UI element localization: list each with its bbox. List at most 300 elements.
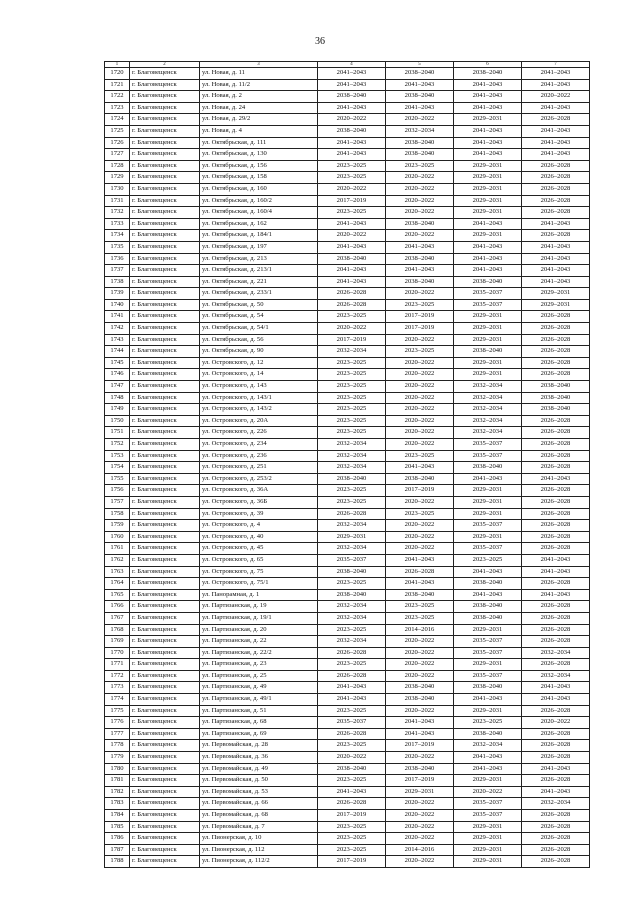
period-col-7: 2041–2043 [522,554,590,566]
table-row [105,589,590,601]
period-col-5: 2020–2022 [386,172,454,184]
period-col-7: 2026–2028 [522,230,590,242]
period-col-5: 2020–2022 [386,230,454,242]
table-row [105,694,590,706]
address: ул. Октябрьская, д. 90 [200,346,318,358]
period-col-6: 2029–2031 [454,624,522,636]
row-number: 1778 [105,740,130,752]
city: г. Благовещенск [130,207,200,219]
address: ул. Партизанская, д. 19/1 [200,612,318,624]
row-number: 1754 [105,462,130,474]
period-col-6: 2029–2031 [454,311,522,323]
period-col-5: 2026–2028 [386,566,454,578]
address: ул. Новая, д. 29/2 [200,114,318,126]
period-col-7: 2026–2028 [522,775,590,787]
table-row [105,253,590,265]
period-col-7: 2026–2028 [522,462,590,474]
period-col-5: 2023–2025 [386,601,454,613]
period-col-7: 2026–2028 [522,821,590,833]
row-number: 1785 [105,821,130,833]
row-number: 1772 [105,670,130,682]
address: ул. Новая, д. 4 [200,125,318,137]
period-col-6: 2029–2031 [454,207,522,219]
city: г. Благовещенск [130,485,200,497]
period-col-6: 2038–2040 [454,728,522,740]
period-col-5: 2041–2043 [386,578,454,590]
table-row [105,752,590,764]
row-number: 1720 [105,68,130,80]
city: г. Благовещенск [130,728,200,740]
period-col-7: 2041–2043 [522,589,590,601]
period-col-6: 2029–2031 [454,323,522,335]
period-col-6: 2029–2031 [454,195,522,207]
period-col-7: 2032–2034 [522,670,590,682]
city: г. Благовещенск [130,299,200,311]
city: г. Благовещенск [130,183,200,195]
row-number: 1734 [105,230,130,242]
city: г. Благовещенск [130,740,200,752]
row-number: 1762 [105,554,130,566]
period-col-5: 2038–2040 [386,473,454,485]
period-col-7: 2041–2043 [522,763,590,775]
row-number: 1721 [105,79,130,91]
city: г. Благовещенск [130,705,200,717]
period-col-7: 2026–2028 [522,346,590,358]
address: ул. Островского, д. 75/1 [200,578,318,590]
period-col-5: 2020–2022 [386,543,454,555]
city: г. Благовещенск [130,798,200,810]
period-col-7: 2026–2028 [522,323,590,335]
period-col-5: 2038–2040 [386,91,454,103]
period-col-4: 2017–2019 [318,856,386,868]
city: г. Благовещенск [130,578,200,590]
row-number: 1777 [105,728,130,740]
period-col-4: 2026–2028 [318,288,386,300]
period-col-4: 2026–2028 [318,508,386,520]
table-row [105,230,590,242]
period-col-6: 2029–2031 [454,844,522,856]
address: ул. Партизанская, д. 19 [200,601,318,613]
period-col-5: 2017–2019 [386,485,454,497]
city: г. Благовещенск [130,79,200,91]
table-row [105,323,590,335]
row-number: 1753 [105,450,130,462]
period-col-5: 2020–2022 [386,659,454,671]
period-col-7: 2038–2040 [522,392,590,404]
row-number: 1771 [105,659,130,671]
table-row [105,149,590,161]
period-col-5: 2017–2019 [386,740,454,752]
table-row [105,276,590,288]
period-col-7: 2041–2043 [522,79,590,91]
period-col-5: 2020–2022 [386,496,454,508]
table-row [105,659,590,671]
row-number: 1756 [105,485,130,497]
period-col-6: 2029–2031 [454,334,522,346]
row-number: 1727 [105,149,130,161]
address: ул. Островского, д. 251 [200,462,318,474]
row-number: 1784 [105,810,130,822]
column-number: 4 [318,62,386,68]
period-col-7: 2029–2031 [522,288,590,300]
table-row [105,566,590,578]
period-col-4: 2023–2025 [318,833,386,845]
column-number: 5 [386,62,454,68]
period-col-4: 2041–2043 [318,265,386,277]
period-col-7: 2026–2028 [522,496,590,508]
address: ул. Новая, д. 2 [200,91,318,103]
address: ул. Октябрьская, д. 160/4 [200,207,318,219]
row-number: 1786 [105,833,130,845]
table-row [105,392,590,404]
period-col-7: 2041–2043 [522,68,590,80]
row-number: 1730 [105,183,130,195]
period-col-5: 2020–2022 [386,357,454,369]
city: г. Благовещенск [130,369,200,381]
period-col-7: 2026–2028 [522,369,590,381]
period-col-5: 2038–2040 [386,694,454,706]
column-number: 6 [454,62,522,68]
period-col-5: 2041–2043 [386,241,454,253]
period-col-5: 2038–2040 [386,137,454,149]
table-row [105,670,590,682]
city: г. Благовещенск [130,624,200,636]
period-col-7: 2026–2028 [522,508,590,520]
table-row [105,299,590,311]
table-row [105,786,590,798]
address: ул. Островского, д. 40 [200,531,318,543]
period-col-4: 2038–2040 [318,253,386,265]
period-col-7: 2026–2028 [522,612,590,624]
row-number: 1722 [105,91,130,103]
table-row [105,334,590,346]
period-col-5: 2038–2040 [386,68,454,80]
period-col-7: 2038–2040 [522,381,590,393]
period-col-4: 2017–2019 [318,195,386,207]
period-col-7: 2041–2043 [522,241,590,253]
address: ул. Островского, д. 20А [200,415,318,427]
period-col-4: 2041–2043 [318,79,386,91]
period-col-6: 2029–2031 [454,705,522,717]
address: ул. Островского, д. 226 [200,427,318,439]
row-number: 1759 [105,520,130,532]
table-row [105,381,590,393]
row-number: 1740 [105,299,130,311]
table-row [105,821,590,833]
address: ул. Первомайская, д. 50 [200,775,318,787]
city: г. Благовещенск [130,195,200,207]
table-row [105,798,590,810]
period-col-6: 2041–2043 [454,79,522,91]
table-row [105,183,590,195]
row-number: 1781 [105,775,130,787]
address: ул. Октябрьская, д. 56 [200,334,318,346]
city: г. Благовещенск [130,589,200,601]
city: г. Благовещенск [130,427,200,439]
period-col-4: 2023–2025 [318,392,386,404]
period-col-4: 2023–2025 [318,369,386,381]
period-col-7: 2026–2028 [522,659,590,671]
period-col-4: 2020–2022 [318,323,386,335]
period-col-7: 2041–2043 [522,566,590,578]
table-row [105,241,590,253]
city: г. Благовещенск [130,415,200,427]
period-col-7: 2026–2028 [522,172,590,184]
address: ул. Новая, д. 24 [200,102,318,114]
city: г. Благовещенск [130,404,200,416]
address: ул. Островского, д. 14 [200,369,318,381]
period-col-4: 2026–2028 [318,647,386,659]
column-number: 1 [105,62,130,68]
row-number: 1774 [105,694,130,706]
period-col-7: 2041–2043 [522,102,590,114]
row-number: 1747 [105,381,130,393]
period-col-4: 2017–2019 [318,810,386,822]
period-col-6: 2029–2031 [454,496,522,508]
table-row [105,68,590,80]
period-col-7: 2041–2043 [522,149,590,161]
period-col-4: 2029–2031 [318,531,386,543]
row-number: 1770 [105,647,130,659]
column-number: 7 [522,62,590,68]
row-number: 1743 [105,334,130,346]
table-row [105,137,590,149]
city: г. Благовещенск [130,218,200,230]
period-col-4: 2041–2043 [318,102,386,114]
period-col-4: 2020–2022 [318,183,386,195]
period-col-7: 2041–2043 [522,137,590,149]
period-col-5: 2020–2022 [386,207,454,219]
period-col-7: 2026–2028 [522,844,590,856]
period-col-6: 2041–2043 [454,694,522,706]
housing-schedule-table [104,61,590,868]
table-row [105,763,590,775]
period-col-6: 2038–2040 [454,612,522,624]
address: ул. Островского, д. 36А [200,485,318,497]
period-col-6: 2029–2031 [454,531,522,543]
row-number: 1731 [105,195,130,207]
table-row [105,531,590,543]
address: ул. Новая, д. 11 [200,68,318,80]
period-col-5: 2017–2019 [386,311,454,323]
period-col-6: 2035–2037 [454,288,522,300]
address: ул. Островского, д. 253/2 [200,473,318,485]
page-number: 36 [315,36,325,47]
row-number: 1739 [105,288,130,300]
address: ул. Партизанская, д. 22 [200,636,318,648]
period-col-4: 2023–2025 [318,357,386,369]
address: ул. Островского, д. 36Б [200,496,318,508]
address: ул. Первомайская, д. 66 [200,798,318,810]
period-col-4: 2032–2034 [318,346,386,358]
period-col-7: 2026–2028 [522,740,590,752]
period-col-4: 2023–2025 [318,311,386,323]
period-col-5: 2020–2022 [386,821,454,833]
period-col-6: 2041–2043 [454,763,522,775]
period-col-5: 2020–2022 [386,195,454,207]
row-number: 1729 [105,172,130,184]
table-row [105,485,590,497]
table-row [105,160,590,172]
period-col-6: 2041–2043 [454,265,522,277]
row-number: 1733 [105,218,130,230]
table-row [105,810,590,822]
row-number: 1749 [105,404,130,416]
period-col-5: 2041–2043 [386,554,454,566]
period-col-7: 2020–2022 [522,717,590,729]
period-col-4: 2041–2043 [318,241,386,253]
period-col-5: 2020–2022 [386,369,454,381]
address: ул. Островского, д. 4 [200,520,318,532]
period-col-7: 2026–2028 [522,833,590,845]
city: г. Благовещенск [130,554,200,566]
table-row [105,833,590,845]
address: ул. Островского, д. 143/2 [200,404,318,416]
period-col-7: 2041–2043 [522,694,590,706]
period-col-4: 2041–2043 [318,149,386,161]
address: ул. Островского, д. 45 [200,543,318,555]
period-col-7: 2026–2028 [522,357,590,369]
period-col-7: 2026–2028 [522,543,590,555]
city: г. Благовещенск [130,439,200,451]
table-row [105,624,590,636]
row-number: 1763 [105,566,130,578]
address: ул. Первомайская, д. 53 [200,786,318,798]
city: г. Благовещенск [130,462,200,474]
address: ул. Октябрьская, д. 50 [200,299,318,311]
period-col-5: 2038–2040 [386,276,454,288]
column-number: 2 [130,62,200,68]
period-col-6: 2023–2025 [454,554,522,566]
period-col-6: 2035–2037 [454,543,522,555]
period-col-4: 2041–2043 [318,218,386,230]
period-col-7: 2041–2043 [522,786,590,798]
city: г. Благовещенск [130,775,200,787]
row-number: 1783 [105,798,130,810]
period-col-7: 2032–2034 [522,647,590,659]
period-col-6: 2032–2034 [454,740,522,752]
period-col-6: 2041–2043 [454,137,522,149]
period-col-4: 2035–2037 [318,717,386,729]
address: ул. Октябрьская, д. 162 [200,218,318,230]
address: ул. Октябрьская, д. 111 [200,137,318,149]
table-row [105,647,590,659]
period-col-5: 2020–2022 [386,670,454,682]
city: г. Благовещенск [130,566,200,578]
period-col-4: 2032–2034 [318,462,386,474]
row-number: 1726 [105,137,130,149]
period-col-6: 2035–2037 [454,520,522,532]
table-row [105,439,590,451]
city: г. Благовещенск [130,381,200,393]
address: ул. Октябрьская, д. 130 [200,149,318,161]
table-row [105,357,590,369]
period-col-4: 2032–2034 [318,439,386,451]
table-row [105,601,590,613]
period-col-5: 2041–2043 [386,79,454,91]
table-row [105,508,590,520]
row-number: 1746 [105,369,130,381]
column-number: 3 [200,62,318,68]
period-col-7: 2026–2028 [522,752,590,764]
row-number: 1779 [105,752,130,764]
city: г. Благовещенск [130,91,200,103]
city: г. Благовещенск [130,473,200,485]
period-col-4: 2041–2043 [318,137,386,149]
row-number: 1758 [105,508,130,520]
table-row [105,415,590,427]
period-col-6: 2041–2043 [454,473,522,485]
period-col-6: 2029–2031 [454,183,522,195]
address: ул. Октябрьская, д. 158 [200,172,318,184]
period-col-5: 2020–2022 [386,856,454,868]
address: ул. Островского, д. 143/1 [200,392,318,404]
period-col-7: 2026–2028 [522,207,590,219]
period-col-6: 2035–2037 [454,636,522,648]
period-col-4: 2023–2025 [318,427,386,439]
period-col-6: 2041–2043 [454,566,522,578]
period-col-4: 2023–2025 [318,821,386,833]
period-col-4: 2023–2025 [318,404,386,416]
period-col-7: 2026–2028 [522,195,590,207]
city: г. Благовещенск [130,636,200,648]
row-number: 1764 [105,578,130,590]
city: г. Благовещенск [130,601,200,613]
period-col-4: 2032–2034 [318,543,386,555]
row-number: 1761 [105,543,130,555]
table-row [105,856,590,868]
city: г. Благовещенск [130,276,200,288]
period-col-7: 2041–2043 [522,276,590,288]
city: г. Благовещенск [130,694,200,706]
address: ул. Партизанская, д. 68 [200,717,318,729]
period-col-6: 2029–2031 [454,659,522,671]
address: ул. Партизанская, д. 49 [200,682,318,694]
period-col-4: 2032–2034 [318,520,386,532]
period-col-7: 2026–2028 [522,636,590,648]
table-row [105,554,590,566]
city: г. Благовещенск [130,160,200,172]
table-row [105,450,590,462]
city: г. Благовещенск [130,543,200,555]
city: г. Благовещенск [130,253,200,265]
row-number: 1769 [105,636,130,648]
table-row [105,91,590,103]
address: ул. Новая, д. 11/2 [200,79,318,91]
period-col-5: 2017–2019 [386,323,454,335]
row-number: 1773 [105,682,130,694]
address: ул. Партизанская, д. 51 [200,705,318,717]
city: г. Благовещенск [130,137,200,149]
period-col-5: 2038–2040 [386,149,454,161]
period-col-7: 2029–2031 [522,299,590,311]
period-col-6: 2029–2031 [454,508,522,520]
period-col-5: 2020–2022 [386,404,454,416]
period-col-6: 2038–2040 [454,578,522,590]
period-col-6: 2029–2031 [454,160,522,172]
period-col-4: 2041–2043 [318,276,386,288]
address: ул. Октябрьская, д. 160/2 [200,195,318,207]
address: ул. Пионерская, д. 112 [200,844,318,856]
period-col-4: 2023–2025 [318,775,386,787]
address: ул. Островского, д. 236 [200,450,318,462]
address: ул. Пионерская, д. 112/2 [200,856,318,868]
table-row [105,265,590,277]
period-col-4: 2026–2028 [318,728,386,740]
table-row [105,543,590,555]
period-col-6: 2041–2043 [454,589,522,601]
period-col-7: 2038–2040 [522,404,590,416]
